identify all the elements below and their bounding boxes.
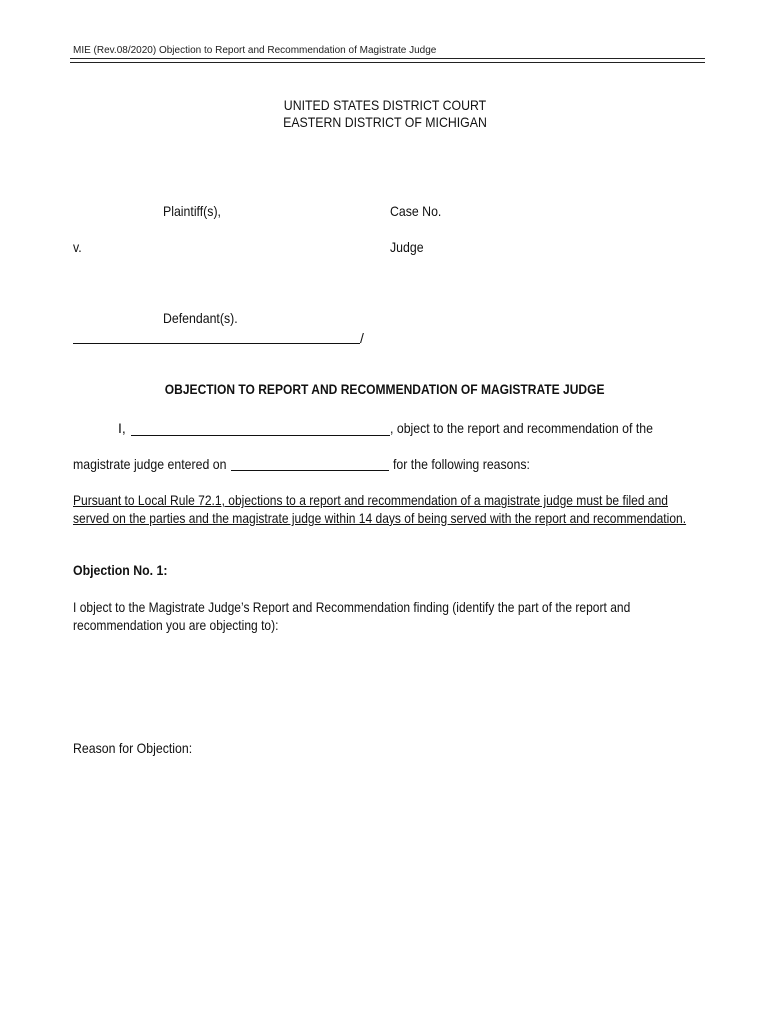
objection-instruction [73, 598, 713, 634]
document-title-text: OBJECTION TO REPORT AND RECOMMENDATION OF MAGISTRATE JUDGE [165, 381, 605, 397]
caption-slash: / [360, 330, 364, 346]
objector-name-field[interactable] [131, 435, 390, 436]
entered-on-label: magistrate judge entered on [73, 456, 227, 472]
local-rule-notice-line2: served on the parties and the magistrate judge within 14 days of being served with the report and recommendation. [73, 510, 687, 526]
plaintiff-label: Plaintiff(s), [163, 203, 221, 219]
document-title [0, 381, 770, 397]
local-rule-notice [73, 491, 713, 527]
versus-label: v. [73, 239, 82, 255]
court-name-line2: EASTERN DISTRICT OF MICHIGAN [283, 114, 487, 130]
reasons-label: for the following reasons: [393, 456, 530, 472]
i-label: I, [118, 420, 126, 436]
court-name [0, 97, 770, 131]
objection-instruction-line1: I object to the Magistrate Judge’s Report and Recommendation finding (identify the part of the report and [73, 599, 631, 615]
reason-for-objection-label: Reason for Objection: [73, 740, 193, 756]
objection-instruction-line2: recommendation you are objecting to): [73, 617, 279, 633]
header-rule-thin [70, 62, 705, 63]
local-rule-notice-line1: Pursuant to Local Rule 72.1, objections to a report and recommendation of a magistrate judge must be filed and [73, 492, 668, 508]
case-number-label: Case No. [390, 203, 442, 219]
court-name-line1: UNITED STATES DISTRICT COURT [283, 97, 487, 113]
caption-closing-line [73, 343, 360, 344]
header-rule-thick [70, 58, 705, 59]
form-revision-header: MIE (Rev.08/2020) Objection to Report and Recommendation of Magistrate Judge [73, 45, 437, 56]
defendant-label: Defendant(s). [163, 310, 238, 326]
objection-heading: Objection No. 1: [73, 562, 168, 578]
judge-label: Judge [390, 239, 424, 255]
entry-date-field[interactable] [231, 470, 389, 471]
object-text: , object to the report and recommendation of the [390, 420, 653, 436]
